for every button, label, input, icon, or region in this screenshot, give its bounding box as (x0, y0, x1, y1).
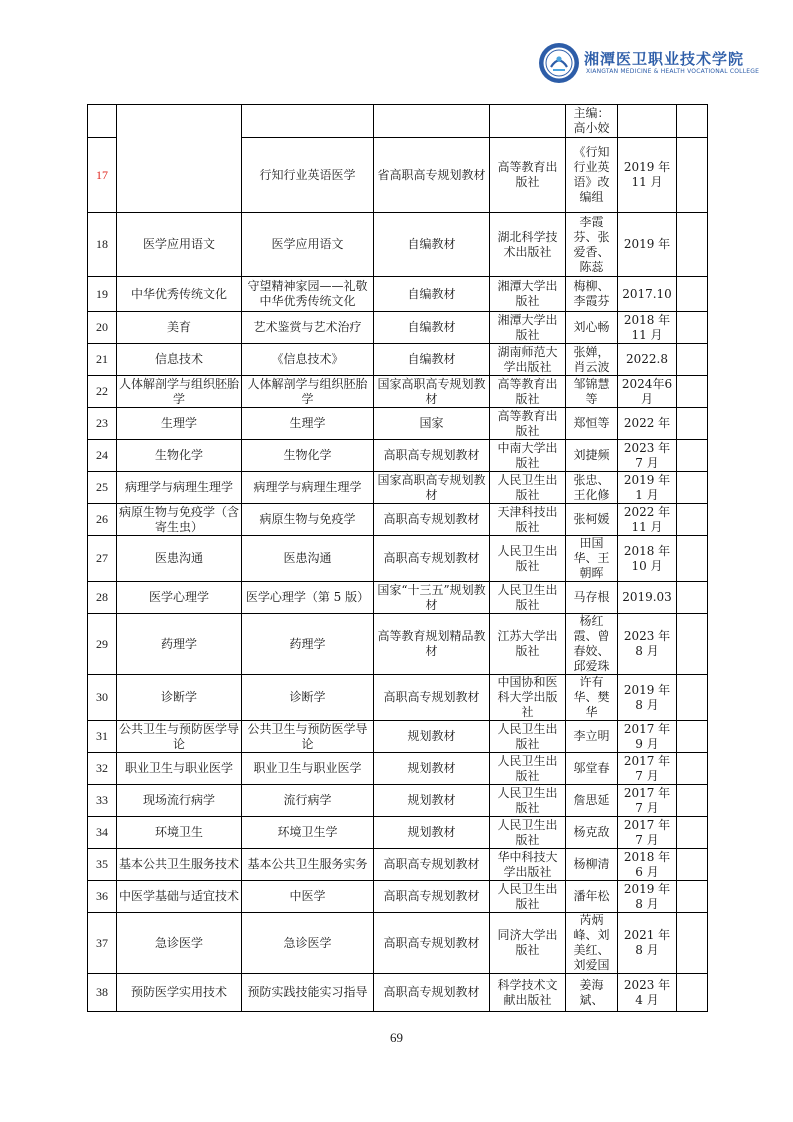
cell-no: 28 (88, 582, 117, 614)
cell-type (374, 105, 490, 138)
cell-date: 2018 年 11 月 (618, 312, 677, 344)
cell-book: 生理学 (242, 408, 374, 440)
cell-course: 美育 (117, 312, 242, 344)
cell-author: 马存根 (566, 582, 618, 614)
cell-no: 31 (88, 721, 117, 753)
cell-course: 公共卫生与预防医学导论 (117, 721, 242, 753)
cell-date: 2017 年 7 月 (618, 785, 677, 817)
cell-course: 病原生物与免疫学（含寄生虫） (117, 504, 242, 536)
cell-no: 35 (88, 849, 117, 881)
cell-date: 2019 年 8 月 (618, 881, 677, 913)
cell-blank (677, 408, 708, 440)
cell-blank (677, 753, 708, 785)
cell-book: 急诊医学 (242, 913, 374, 974)
cell-blank (677, 817, 708, 849)
cell-blank (677, 138, 708, 213)
table-row (88, 974, 708, 1012)
table-row (88, 440, 708, 472)
cell-course: 医学心理学 (117, 582, 242, 614)
cell-blank (677, 675, 708, 721)
cell-blank (677, 105, 708, 138)
cell-blank (677, 974, 708, 1012)
cell-no: 18 (88, 213, 117, 277)
cell-no: 34 (88, 817, 117, 849)
table-row (88, 582, 708, 614)
cell-author: 潘年松 (566, 881, 618, 913)
cell-author: 邹锦慧等 (566, 376, 618, 408)
table-row (88, 785, 708, 817)
cell-type: 高职高专规划教材 (374, 440, 490, 472)
cell-course: 环境卫生 (117, 817, 242, 849)
cell-date: 2019 年 11 月 (618, 138, 677, 213)
cell-no: 27 (88, 536, 117, 582)
cell-type: 规划教材 (374, 817, 490, 849)
cell-publisher: 湖南师范大学出版社 (490, 344, 566, 376)
cell-date: 2023 年 4 月 (618, 974, 677, 1012)
cell-publisher: 人民卫生出版社 (490, 881, 566, 913)
cell-author: 田国华、王朝晖 (566, 536, 618, 582)
cell-publisher: 江苏大学出版社 (490, 614, 566, 675)
cell-publisher: 人民卫生出版社 (490, 753, 566, 785)
cell-publisher: 湘潭大学出版社 (490, 277, 566, 312)
cell-no: 23 (88, 408, 117, 440)
cell-no: 32 (88, 753, 117, 785)
cell-date: 2023 年 8 月 (618, 614, 677, 675)
cell-no: 21 (88, 344, 117, 376)
cell-publisher: 科学技术文献出版社 (490, 974, 566, 1012)
cell-blank (677, 536, 708, 582)
cell-date: 2022.8 (618, 344, 677, 376)
cell-course: 生理学 (117, 408, 242, 440)
table-row (88, 105, 708, 138)
cell-type: 国家 (374, 408, 490, 440)
table-row (88, 344, 708, 376)
cell-author: 李立明 (566, 721, 618, 753)
cell-blank (677, 785, 708, 817)
cell-type: 高职高专规划教材 (374, 849, 490, 881)
cell-author: 刘心畅 (566, 312, 618, 344)
cell-blank (677, 504, 708, 536)
cell-type: 自编教材 (374, 312, 490, 344)
table-row (88, 312, 708, 344)
cell-date: 2017 年 9 月 (618, 721, 677, 753)
cell-publisher: 人民卫生出版社 (490, 472, 566, 504)
cell-publisher: 天津科技出版社 (490, 504, 566, 536)
cell-author: 张忠、王化修 (566, 472, 618, 504)
cell-date: 2019 年 (618, 213, 677, 277)
cell-no: 33 (88, 785, 117, 817)
cell-date: 2023 年 7 月 (618, 440, 677, 472)
cell-author: 许有华、樊华 (566, 675, 618, 721)
cell-course: 医患沟通 (117, 536, 242, 582)
cell-author: 杨柳清 (566, 849, 618, 881)
cell-course: 病理学与病理生理学 (117, 472, 242, 504)
cell-no: 38 (88, 974, 117, 1012)
cell-blank (677, 213, 708, 277)
cell-course: 中华优秀传统文化 (117, 277, 242, 312)
cell-blank (677, 440, 708, 472)
college-seal-icon (538, 42, 580, 84)
cell-date: 2018 年 6 月 (618, 849, 677, 881)
cell-date: 2017.10 (618, 277, 677, 312)
cell-no: 37 (88, 913, 117, 974)
cell-book: 生物化学 (242, 440, 374, 472)
cell-publisher: 中国协和医科大学出版社 (490, 675, 566, 721)
cell-course: 信息技术 (117, 344, 242, 376)
cell-course: 现场流行病学 (117, 785, 242, 817)
cell-no: 26 (88, 504, 117, 536)
cell-publisher: 湖北科学技术出版社 (490, 213, 566, 277)
cell-blank (677, 881, 708, 913)
cell-type: 高职高专规划教材 (374, 974, 490, 1012)
cell-course: 中医学基础与适宜技术 (117, 881, 242, 913)
cell-book: 中医学 (242, 881, 374, 913)
cell-type: 国家“十三五”规划教材 (374, 582, 490, 614)
cell-author: 芮炳峰、刘美红、刘爱国 (566, 913, 618, 974)
table-row (88, 721, 708, 753)
cell-author: 郑恒等 (566, 408, 618, 440)
cell-blank (677, 582, 708, 614)
cell-book: 医学心理学（第 5 版） (242, 582, 374, 614)
cell-date: 2017 年 7 月 (618, 817, 677, 849)
table-row (88, 753, 708, 785)
cell-author: 张婵，肖云波 (566, 344, 618, 376)
cell-type: 高职高专规划教材 (374, 536, 490, 582)
cell-no: 17 (88, 138, 117, 213)
cell-book: 职业卫生与职业医学 (242, 753, 374, 785)
cell-course: 基本公共卫生服务技术 (117, 849, 242, 881)
cell-publisher: 高等教育出版社 (490, 138, 566, 213)
cell-author: 杨红霞、曾春姣、邱爱珠 (566, 614, 618, 675)
cell-type: 自编教材 (374, 213, 490, 277)
table-row (88, 408, 708, 440)
cell-book: 人体解剖学与组织胚胎学 (242, 376, 374, 408)
cell-author: 姜海斌、 (566, 974, 618, 1012)
cell-type: 国家高职高专规划教材 (374, 376, 490, 408)
cell-course: 诊断学 (117, 675, 242, 721)
cell-author: 张柯媛 (566, 504, 618, 536)
cell-type: 规划教材 (374, 785, 490, 817)
table-row (88, 376, 708, 408)
cell-date: 2019 年 8 月 (618, 675, 677, 721)
cell-type: 高职高专规划教材 (374, 675, 490, 721)
cell-date: 2019.03 (618, 582, 677, 614)
school-name: 湘潭医卫职业技术学院 (584, 50, 745, 68)
cell-author: 梅柳、李霞芬 (566, 277, 618, 312)
cell-book: 诊断学 (242, 675, 374, 721)
cell-course: 职业卫生与职业医学 (117, 753, 242, 785)
table-row (88, 881, 708, 913)
cell-blank (677, 913, 708, 974)
cell-blank (677, 312, 708, 344)
cell-no: 19 (88, 277, 117, 312)
table-row (88, 277, 708, 312)
cell-date (618, 105, 677, 138)
table-row (88, 675, 708, 721)
cell-no (88, 105, 117, 138)
cell-course: 药理学 (117, 614, 242, 675)
cell-author: 詹思延 (566, 785, 618, 817)
cell-date: 2018 年 10 月 (618, 536, 677, 582)
textbook-table (87, 104, 708, 1012)
college-logo (538, 42, 768, 84)
cell-publisher: 华中科技大学出版社 (490, 849, 566, 881)
cell-publisher: 人民卫生出版社 (490, 817, 566, 849)
table-row (88, 536, 708, 582)
cell-type: 高等教育规划精品教材 (374, 614, 490, 675)
cell-publisher (490, 105, 566, 138)
cell-book: 医学应用语文 (242, 213, 374, 277)
cell-book: 环境卫生学 (242, 817, 374, 849)
cell-book: 守望精神家园——礼敬中华优秀传统文化 (242, 277, 374, 312)
cell-date: 2021 年 8 月 (618, 913, 677, 974)
cell-publisher: 中南大学出版社 (490, 440, 566, 472)
cell-book: 病理学与病理生理学 (242, 472, 374, 504)
cell-publisher: 人民卫生出版社 (490, 536, 566, 582)
cell-blank (677, 376, 708, 408)
cell-type: 规划教材 (374, 753, 490, 785)
cell-book: 行知行业英语医学 (242, 138, 374, 213)
cell-blank (677, 344, 708, 376)
table-row (88, 213, 708, 277)
cell-publisher: 同济大学出版社 (490, 913, 566, 974)
cell-publisher: 高等教育出版社 (490, 376, 566, 408)
cell-blank (677, 614, 708, 675)
table-row (88, 472, 708, 504)
cell-type: 规划教材 (374, 721, 490, 753)
cell-book: 预防实践技能实习指导 (242, 974, 374, 1012)
cell-book (242, 105, 374, 138)
cell-type: 自编教材 (374, 277, 490, 312)
cell-book: 艺术鉴赏与艺术治疗 (242, 312, 374, 344)
cell-no: 22 (88, 376, 117, 408)
cell-publisher: 人民卫生出版社 (490, 582, 566, 614)
table-row (88, 614, 708, 675)
cell-course: 人体解剖学与组织胚胎学 (117, 376, 242, 408)
cell-book: 病原生物与免疫学 (242, 504, 374, 536)
cell-author: 主编：高小姣 (566, 105, 618, 138)
cell-type: 省高职高专规划教材 (374, 138, 490, 213)
cell-type: 国家高职高专规划教材 (374, 472, 490, 504)
cell-course: 生物化学 (117, 440, 242, 472)
school-name-en: XIANGTAN MEDICINE & HEALTH VOCATIONAL COLLEGE (586, 68, 760, 75)
cell-type: 高职高专规划教材 (374, 504, 490, 536)
cell-no: 36 (88, 881, 117, 913)
cell-no: 30 (88, 675, 117, 721)
cell-blank (677, 472, 708, 504)
table-row (88, 817, 708, 849)
cell-book: 《信息技术》 (242, 344, 374, 376)
cell-course (117, 105, 242, 213)
cell-course: 急诊医学 (117, 913, 242, 974)
cell-book: 医患沟通 (242, 536, 374, 582)
cell-no: 29 (88, 614, 117, 675)
table-row (88, 849, 708, 881)
cell-course: 医学应用语文 (117, 213, 242, 277)
table-row (88, 504, 708, 536)
cell-date: 2022 年 (618, 408, 677, 440)
cell-book: 流行病学 (242, 785, 374, 817)
cell-date: 2019 年 1 月 (618, 472, 677, 504)
cell-no: 25 (88, 472, 117, 504)
cell-date: 2024年6月 (618, 376, 677, 408)
cell-author: 刘捷频 (566, 440, 618, 472)
cell-author: 李霞芬、张爱香、陈蕊 (566, 213, 618, 277)
cell-type: 高职高专规划教材 (374, 881, 490, 913)
cell-blank (677, 277, 708, 312)
cell-author: 《行知行业英语》改编组 (566, 138, 618, 213)
cell-no: 20 (88, 312, 117, 344)
cell-publisher: 人民卫生出版社 (490, 785, 566, 817)
cell-author: 杨克敌 (566, 817, 618, 849)
table-row (88, 913, 708, 974)
cell-publisher: 人民卫生出版社 (490, 721, 566, 753)
cell-date: 2017 年 7 月 (618, 753, 677, 785)
cell-course: 预防医学实用技术 (117, 974, 242, 1012)
cell-book: 基本公共卫生服务实务 (242, 849, 374, 881)
cell-publisher: 高等教育出版社 (490, 408, 566, 440)
cell-blank (677, 721, 708, 753)
cell-book: 公共卫生与预防医学导论 (242, 721, 374, 753)
cell-author: 邬堂春 (566, 753, 618, 785)
cell-no: 24 (88, 440, 117, 472)
cell-date: 2022 年 11 月 (618, 504, 677, 536)
cell-publisher: 湘潭大学出版社 (490, 312, 566, 344)
cell-book: 药理学 (242, 614, 374, 675)
page-number: 69 (390, 1030, 403, 1045)
cell-blank (677, 849, 708, 881)
cell-type: 高职高专规划教材 (374, 913, 490, 974)
cell-type: 自编教材 (374, 344, 490, 376)
